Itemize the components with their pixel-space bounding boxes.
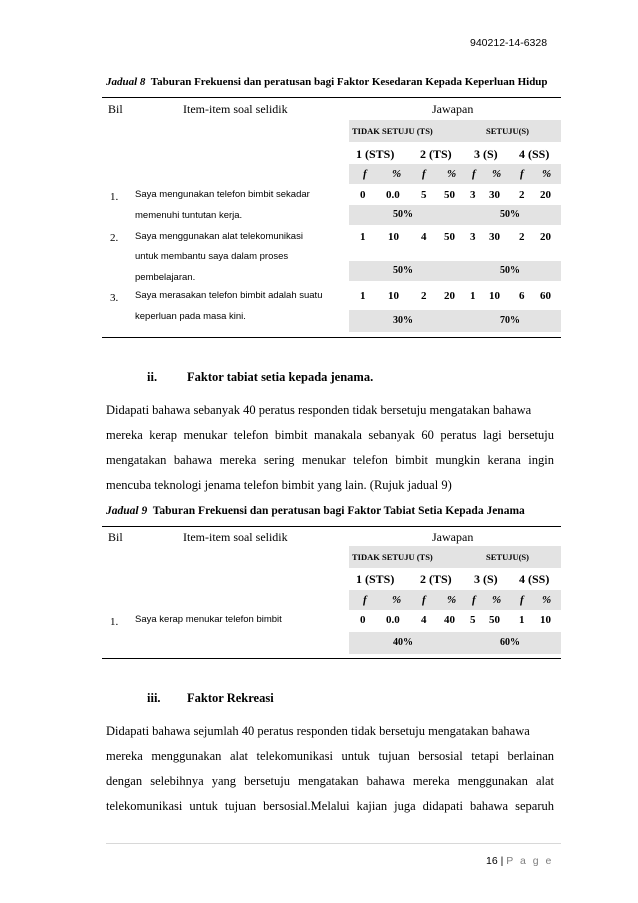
table8-row1-v1: 0 (360, 189, 366, 201)
table8-col-item: Item-item soal selidik (183, 102, 288, 116)
section-ii-paragraph (106, 398, 554, 498)
table8-row1-v5: 3 (470, 189, 476, 201)
table8-row2-bil: 2. (110, 232, 119, 244)
table8-row3-ts-total: 30% (393, 315, 413, 326)
section-ii-title: Faktor tabiat setia kepada jenama. (187, 370, 374, 384)
table8-row3-item-line1: Saya merasakan telefon bimbit adalah suatu (135, 290, 323, 301)
table8-row2-v3: 4 (421, 231, 427, 243)
section-ii-line1: Didapati bahawa sebanyak 40 peratus responden tidak bersetuju mengatakan bahawa (106, 403, 532, 417)
table8-fp-3: f (422, 168, 426, 180)
table8-row2-v7: 2 (519, 231, 525, 243)
table8-fp-8: % (542, 168, 552, 180)
table8-row2-v4: 50 (444, 231, 455, 243)
table9-row1-bil: 1. (110, 616, 119, 628)
section-ii-number: ii. (147, 370, 158, 384)
table9-row1-v2: 0.0 (386, 614, 400, 626)
footer-rule (106, 843, 561, 844)
table8-row2-s-total: 50% (500, 265, 520, 276)
table8-row1-v4: 50 (444, 189, 455, 201)
table9-row1-item (135, 612, 282, 628)
table8-row2-total-bg (349, 261, 561, 281)
table8-row1-bil: 1. (110, 191, 119, 203)
table8-row1-total-bg (349, 205, 561, 225)
table8-row2-v1: 1 (360, 231, 366, 243)
table8-scale-1: 1 (STS) (356, 147, 395, 161)
table8-top-rule (102, 97, 561, 98)
table8-row1-s-total: 50% (500, 209, 520, 220)
section-iii-line3: dengan selebihnya yang bersetuju mengatakan bahawa mereka menggunakan alat (106, 774, 554, 788)
section-iii-line2: mereka menggunakan alat telekomunikasi untuk tujuan bersosial tetapi berlainan (106, 749, 554, 763)
table8-col-jawapan: Jawapan (432, 102, 474, 116)
table8-row1-v6: 30 (489, 189, 500, 201)
table8-row1-item-line2: memenuhi tuntutan kerja. (135, 210, 243, 221)
table9-fp-8: % (542, 594, 552, 606)
table9-top-rule (102, 526, 561, 527)
section-iii-number: iii. (147, 691, 161, 705)
table8-scale-3: 3 (S) (474, 147, 498, 161)
table9-group-ts: TIDAK SETUJU (TS) (352, 552, 433, 562)
table8-row2-v5: 3 (470, 231, 476, 243)
section-ii-line4: mencuba teknologi jenama telefon bimbit yang lain. (Rujuk jadual 9) (106, 478, 452, 492)
table9-fp-1: f (363, 594, 367, 606)
section-ii-line2: mereka kerap menukar telefon bimbit manakala sebanyak 60 peratus lagi bersetuju (106, 428, 554, 442)
table9-row1-v7: 1 (519, 614, 525, 626)
table8-row3-total-bg (349, 310, 561, 332)
table8-row3-item-line2: keperluan pada masa kini. (135, 311, 246, 322)
table9-row1-v4: 40 (444, 614, 455, 626)
table8-row3-v6: 10 (489, 290, 500, 302)
table9-row1-s-total: 60% (500, 637, 520, 648)
table8-row2-v8: 20 (540, 231, 551, 243)
table8-col-bil: Bil (108, 102, 123, 116)
section-ii-line3: mengatakan bahawa mereka sering menukar telefon bimbit mungkin kerana ingin (106, 453, 554, 467)
section-iii-title: Faktor Rekreasi (187, 691, 274, 705)
document-id: 940212-14-6328 (470, 37, 548, 49)
table9-fp-4: % (447, 594, 457, 606)
table8-row3-v8: 60 (540, 290, 551, 302)
table8-row3-bil: 3. (110, 292, 119, 304)
table8-row2-v6: 30 (489, 231, 500, 243)
table8-bottom-rule (102, 337, 561, 338)
table8-fp-5: f (472, 168, 476, 180)
table8-row2-item-line1: Saya menggunakan alat telekomunikasi (135, 231, 303, 242)
table9-col-item: Item-item soal selidik (183, 530, 288, 544)
table8-fp-1: f (363, 168, 367, 180)
section-iii-line1: Didapati bahawa sejumlah 40 peratus responden tidak bersetuju mengatakan bahawa (106, 724, 530, 738)
table9-group-s: SETUJU(S) (486, 552, 529, 562)
table8-fp-6: % (492, 168, 502, 180)
table8-fp-2: % (392, 168, 402, 180)
table8-row3-item (135, 288, 322, 325)
table9-caption (106, 505, 525, 517)
section-iii-paragraph (106, 719, 554, 819)
table8-fp-7: f (520, 168, 524, 180)
page-number: 16 (486, 855, 498, 867)
table8-caption-text: Taburan Frekuensi dan peratusan bagi Faktor Kesedaran Kepada Keperluan Hidup (150, 76, 548, 88)
table9-scale-1: 1 (STS) (356, 572, 395, 586)
table8-row1-item-line1: Saya mengunakan telefon bimbit sekadar (135, 189, 310, 200)
table9-col-jawapan: Jawapan (432, 530, 474, 544)
table8-row2-item-line3: pembelajaran. (135, 272, 196, 283)
table8-row3-v3: 2 (421, 290, 427, 302)
table9-caption-text: Taburan Frekuensi dan peratusan bagi Faktor Tabiat Setia Kepada Jenama (152, 505, 525, 517)
table8-caption (106, 76, 548, 88)
section-iii-line4: telekomunikasi untuk tujuan bersosial.Melalui kajian juga didapati bahawa separuh (106, 799, 554, 813)
table9-row1-v3: 4 (421, 614, 427, 626)
page-separator: | (500, 855, 504, 867)
table8-row1-v8: 20 (540, 189, 551, 201)
table9-scale-3: 3 (S) (474, 572, 498, 586)
table8-row3-v7: 6 (519, 290, 525, 302)
table8-row1-item (135, 187, 310, 224)
table9-fp-3: f (422, 594, 426, 606)
table8-row3-s-total: 70% (500, 315, 520, 326)
table9-fp-5: f (472, 594, 476, 606)
table9-caption-prefix: Jadual 9 (106, 505, 148, 517)
table8-row1-v2: 0.0 (386, 189, 400, 201)
table8-group-s: SETUJU(S) (486, 126, 529, 136)
table8-scale-4: 4 (SS) (519, 147, 550, 161)
table9-row1-v5: 5 (470, 614, 476, 626)
table9-row1-v8: 10 (540, 614, 551, 626)
table9-row1-v1: 0 (360, 614, 366, 626)
table9-row1-v6: 50 (489, 614, 500, 626)
table8-row1-v7: 2 (519, 189, 525, 201)
table8-scale-2: 2 (TS) (420, 147, 452, 161)
table8-row2-v2: 10 (388, 231, 399, 243)
table8-group-ts: TIDAK SETUJU (TS) (352, 126, 433, 136)
page-footer (486, 855, 553, 867)
table8-row2-item-line2: untuk membantu saya dalam proses (135, 251, 289, 262)
table9-row1-total-bg (349, 632, 561, 654)
table9-bottom-rule (102, 658, 561, 659)
table8-row1-ts-total: 50% (393, 209, 413, 220)
table9-scale-2: 2 (TS) (420, 572, 452, 586)
table9-row1-ts-total: 40% (393, 637, 413, 648)
table8-row2-ts-total: 50% (393, 265, 413, 276)
table8-row1-v3: 5 (421, 189, 427, 201)
table9-fp-2: % (392, 594, 402, 606)
table9-fp-6: % (492, 594, 502, 606)
table8-caption-prefix: Jadual 8 (106, 76, 146, 88)
page-label: P a g e (506, 855, 554, 867)
table8-row3-v4: 20 (444, 290, 455, 302)
table8-fp-4: % (447, 168, 457, 180)
table8-row3-v2: 10 (388, 290, 399, 302)
table9-col-bil: Bil (108, 530, 123, 544)
table8-row2-item (135, 229, 303, 286)
table9-row1-item-line1: Saya kerap menukar telefon bimbit (135, 614, 282, 625)
table9-fp-7: f (520, 594, 524, 606)
table8-row3-v1: 1 (360, 290, 366, 302)
table9-scale-4: 4 (SS) (519, 572, 550, 586)
table8-row3-v5: 1 (470, 290, 476, 302)
